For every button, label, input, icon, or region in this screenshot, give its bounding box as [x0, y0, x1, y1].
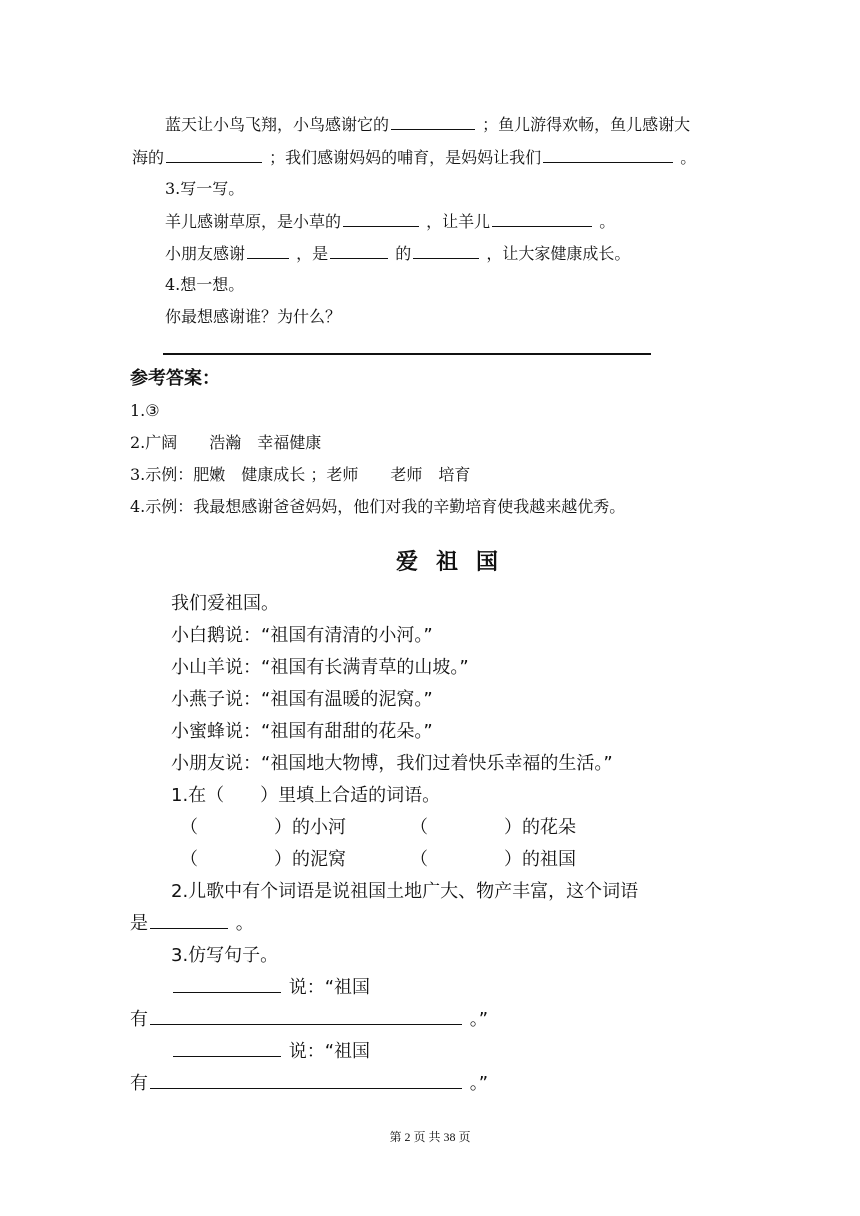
- text: ）的祖国: [504, 849, 576, 870]
- poem-line: 小朋友说：“祖国地大物博，我们过着快乐幸福的生活。”: [171, 753, 613, 774]
- text: ；鱼儿游得欢畅，鱼儿感谢大: [482, 115, 691, 134]
- answer-2: 2.广阔 浩瀚 幸福健康: [130, 433, 322, 452]
- text: 。: [680, 148, 697, 167]
- paren: （: [180, 849, 198, 870]
- blank[interactable]: [543, 146, 673, 163]
- paren: （: [410, 817, 428, 838]
- imitate-line-2: [130, 1008, 488, 1032]
- fill-paren-3: [180, 848, 346, 872]
- imitate-line-1: [171, 976, 370, 1000]
- blank[interactable]: [150, 1072, 462, 1089]
- question-3-heading: 3.写一写。: [165, 179, 245, 198]
- question-2-answer: [130, 912, 254, 936]
- question-4-prompt: 你最想感谢谁？为什么？: [165, 307, 342, 326]
- text: 羊儿感谢草原，是小草的: [165, 212, 342, 231]
- answers-heading: 参考答案：: [130, 368, 220, 389]
- poem-line: 小蜜蜂说：“祖国有甜甜的花朵。”: [171, 721, 433, 742]
- text: 小朋友感谢: [165, 244, 246, 263]
- fill-paren-4: [410, 848, 576, 872]
- question-2: 2.儿歌中有个词语是说祖国土地广大、物产丰富，这个词语: [171, 881, 639, 902]
- text: 。”: [469, 1009, 489, 1030]
- text: 。”: [469, 1073, 489, 1094]
- blank[interactable]: [330, 242, 388, 259]
- fill-line-1: [165, 113, 690, 136]
- text: 说：“祖国: [288, 1041, 371, 1062]
- text: ）的小河: [274, 817, 346, 838]
- poem-line: 我们爱祖国。: [171, 593, 279, 614]
- text: 海的: [132, 148, 165, 167]
- fill-paren-1: [180, 816, 346, 840]
- imitate-line-3: [171, 1040, 370, 1064]
- blank[interactable]: [173, 976, 281, 993]
- fill-line-2: [132, 146, 696, 169]
- text: 。: [599, 212, 616, 231]
- text: ，是: [296, 244, 329, 263]
- answer-4: 4.示例：我最想感谢爸爸妈妈，他们对我的辛勤培育使我越来越优秀。: [130, 497, 626, 516]
- question-4-heading: 4.想一想。: [165, 275, 245, 294]
- answer-1: 1.③: [130, 401, 160, 420]
- answer-line[interactable]: [163, 353, 651, 355]
- text: 蓝天让小鸟飞翔，小鸟感谢它的: [165, 115, 390, 134]
- poem-line: 小白鹅说：“祖国有清清的小河。”: [171, 625, 433, 646]
- answer-3: 3.示例：肥嫩 健康成长 ；老师 老师 培育: [130, 465, 471, 484]
- text: 是: [130, 913, 148, 934]
- text: 的: [395, 244, 412, 263]
- fill-line-3: [165, 210, 615, 233]
- text: 有: [130, 1073, 148, 1094]
- text: 有: [130, 1009, 148, 1030]
- blank[interactable]: [150, 1008, 462, 1025]
- text: 说：“祖国: [288, 977, 371, 998]
- paren: （: [410, 849, 428, 870]
- blank[interactable]: [173, 1040, 281, 1057]
- text: ）的花朵: [504, 817, 576, 838]
- blank[interactable]: [150, 912, 228, 929]
- page-footer: 第 2 页 共 38 页: [389, 1130, 471, 1144]
- poem-line: 小燕子说：“祖国有温暖的泥窝。”: [171, 689, 433, 710]
- paren: （: [180, 817, 198, 838]
- blank[interactable]: [413, 242, 479, 259]
- blank[interactable]: [343, 210, 419, 227]
- fill-line-4: [165, 242, 630, 265]
- text: 。: [235, 913, 254, 934]
- imitate-line-4: [130, 1072, 488, 1096]
- poem-title: 爱祖国: [396, 550, 517, 575]
- text: ，让羊儿: [426, 212, 491, 231]
- question-1: 1.在（ ）里填上合适的词语。: [171, 785, 441, 806]
- blank[interactable]: [391, 113, 475, 130]
- fill-paren-2: [410, 816, 576, 840]
- poem-line: 小山羊说：“祖国有长满青草的山坡。”: [171, 657, 469, 678]
- question-3: 3.仿写句子。: [171, 945, 279, 966]
- text: ）的泥窝: [274, 849, 346, 870]
- text: ；我们感谢妈妈的哺育，是妈妈让我们: [269, 148, 542, 167]
- text: ，让大家健康成长。: [486, 244, 631, 263]
- blank[interactable]: [492, 210, 592, 227]
- blank[interactable]: [247, 242, 289, 259]
- blank[interactable]: [166, 146, 262, 163]
